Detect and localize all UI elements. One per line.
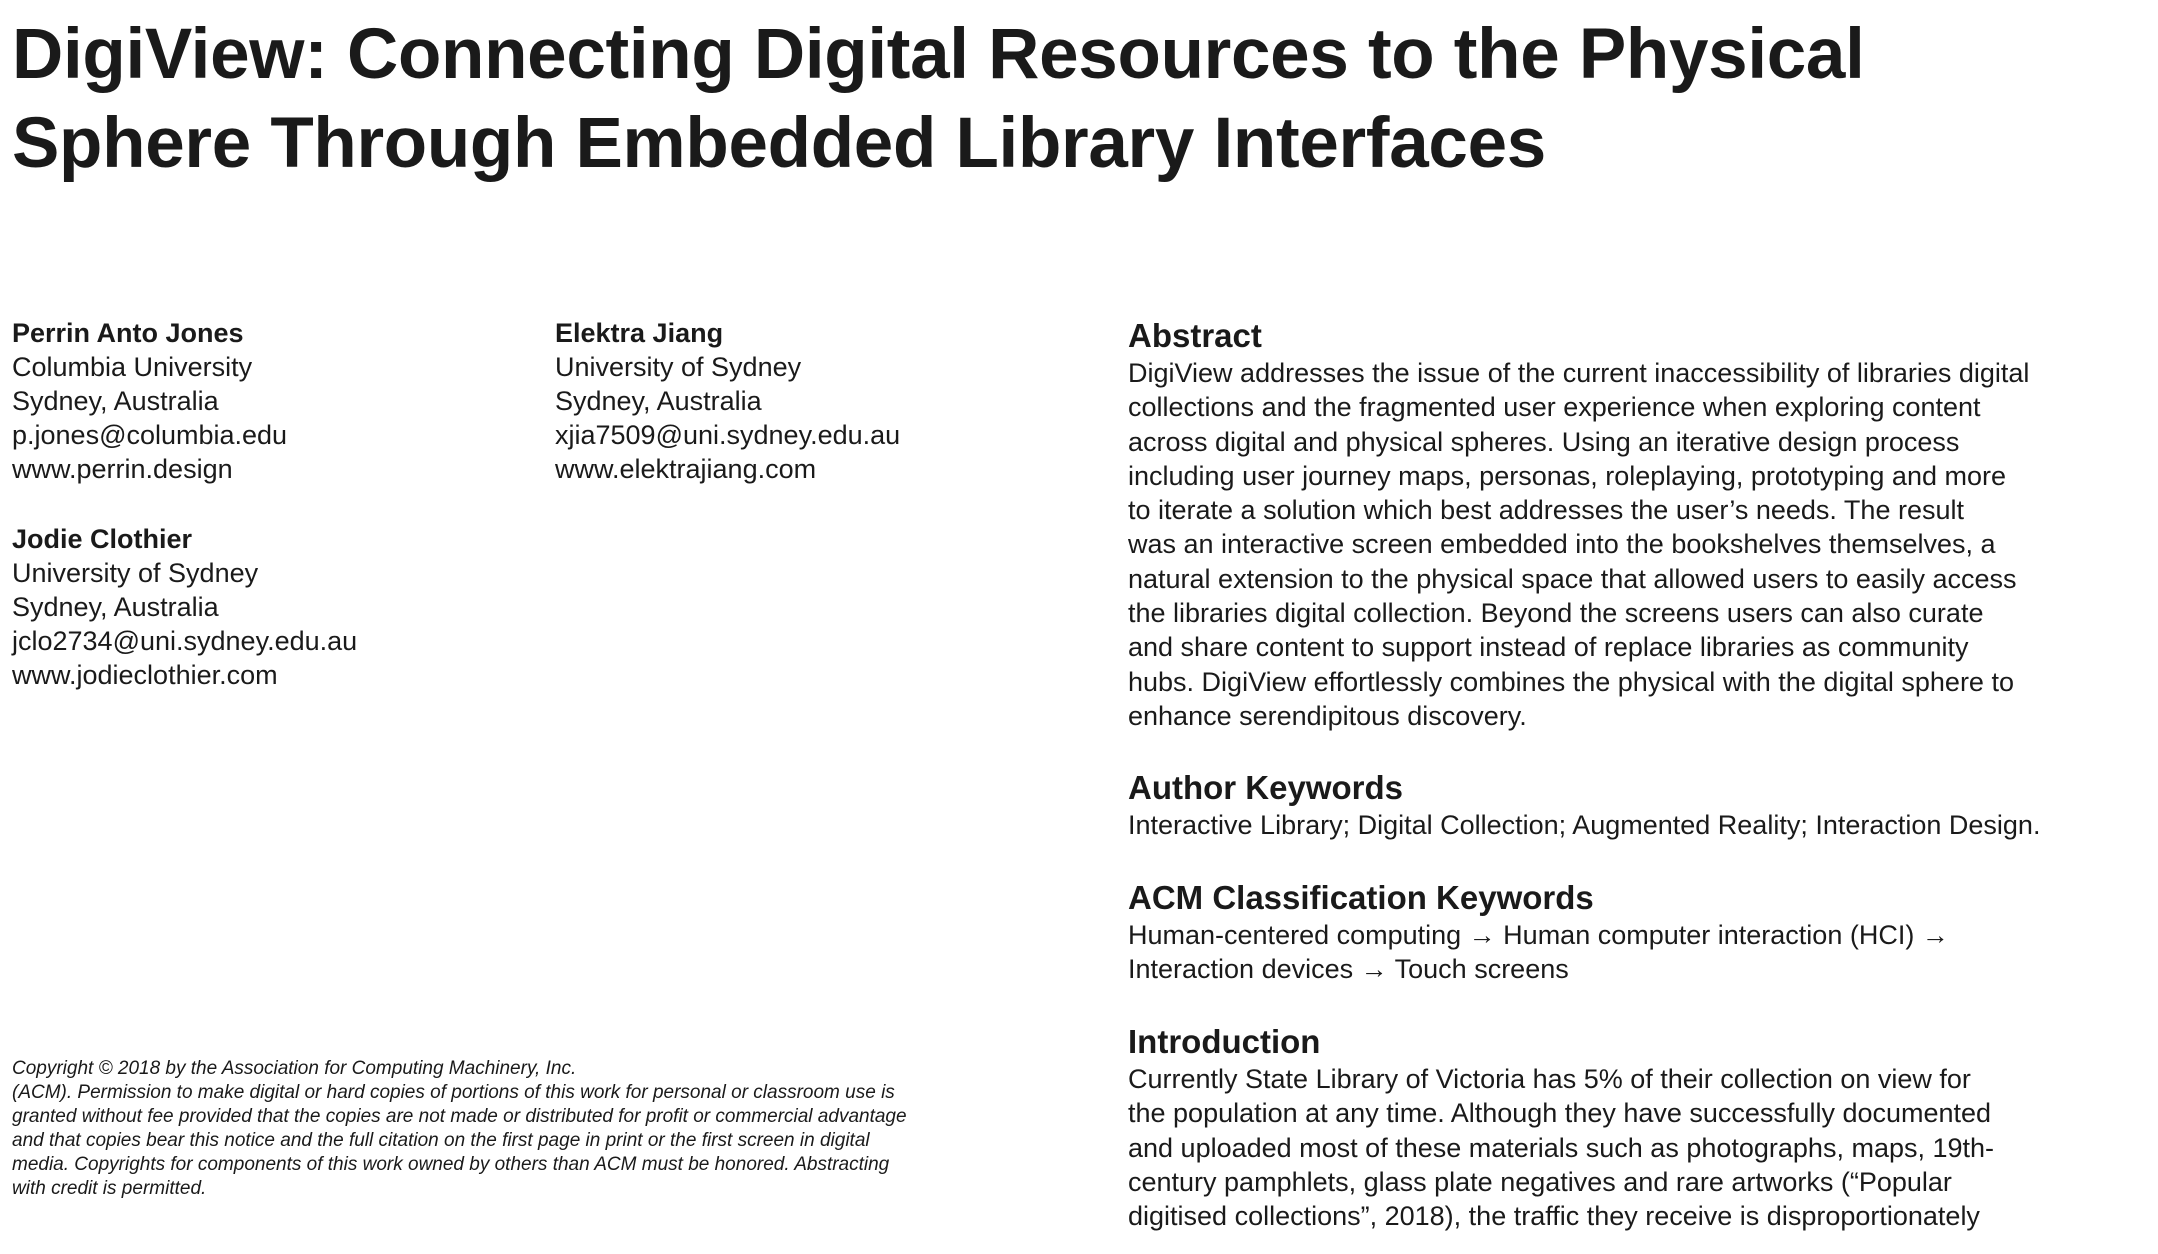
author-keywords-body: [1128, 808, 2138, 842]
copyright-line: granted without fee provided that the copies are not made or distributed for profit or commercial advantage: [12, 1106, 907, 1127]
author-name: Jodie Clothier: [12, 524, 193, 554]
title-line: DigiView: Connecting Digital Resources to the Physical: [12, 15, 1865, 94]
body-line: Interaction devices → Touch screens: [1128, 954, 1569, 985]
section-heading: Abstract: [1128, 317, 1262, 354]
body-line: was an interactive screen embedded into the bookshelves themselves, a: [1128, 529, 1996, 560]
section-heading: Introduction: [1128, 1023, 1321, 1060]
abstract-body: [1128, 356, 2138, 733]
body-line: Currently State Library of Victoria has 5% of their collection on view for: [1128, 1064, 1971, 1094]
author-website: www.perrin.design: [12, 454, 233, 484]
body-line: collections and the fragmented user experience when exploring content: [1128, 392, 1981, 423]
paper-title: [12, 10, 2112, 188]
author-website: www.jodieclothier.com: [12, 660, 278, 690]
copyright-line: media. Copyrights for components of this work owned by others than ACM must be honored. Abstracting: [12, 1154, 890, 1175]
author-email: xjia7509@uni.sydney.edu.au: [555, 420, 901, 450]
body-line: DigiView addresses the issue of the current inaccessibility of libraries digital: [1128, 358, 2030, 388]
body-line: including user journey maps, personas, roleplaying, prototyping and more: [1128, 460, 2007, 491]
author-block: [12, 522, 357, 692]
author-block: [12, 316, 287, 486]
section-heading: ACM Classification Keywords: [1128, 879, 1594, 916]
body-line: to iterate a solution which best addresses the user’s needs. The result: [1128, 495, 1964, 526]
body-line: the libraries digital collection. Beyond the screens users can also curate: [1128, 598, 1984, 629]
author-website: www.elektrajiang.com: [555, 454, 817, 484]
author-email: p.jones@columbia.edu: [12, 420, 288, 450]
author-name: Perrin Anto Jones: [12, 318, 244, 348]
acm-keywords-body: [1128, 918, 2138, 987]
copyright-line: with credit is permitted.: [12, 1178, 207, 1199]
author-affiliation: University of Sydney: [12, 558, 259, 588]
author-name: Elektra Jiang: [555, 318, 724, 348]
section-heading: Author Keywords: [1128, 769, 1404, 806]
author-email: jclo2734@uni.sydney.edu.au: [12, 626, 358, 656]
body-line: century pamphlets, glass plate negatives and rare artworks (“Popular: [1128, 1166, 1952, 1197]
body-line: Human-centered computing → Human computer interaction (HCI) →: [1128, 920, 1949, 950]
author-location: Sydney, Australia: [555, 386, 762, 416]
introduction-section: [1128, 1022, 2138, 1233]
copyright-line: Copyright © 2018 by the Association for Computing Machinery, Inc.: [12, 1058, 577, 1079]
acm-keywords-section: [1128, 878, 2138, 987]
body-line: and share content to support instead of replace libraries as community: [1128, 632, 1969, 663]
abstract-section: [1128, 316, 2138, 733]
body-line: hubs. DigiView effortlessly combines the physical with the digital sphere to: [1128, 666, 2014, 697]
copyright-line: and that copies bear this notice and the full citation on the first page in print or the first screen in digital: [12, 1130, 870, 1151]
introduction-body: [1128, 1062, 2138, 1233]
copyright-line: (ACM). Permission to make digital or hard copies of portions of this work for personal or classroom use is: [12, 1082, 895, 1103]
copyright-notice: [12, 1057, 992, 1201]
body-line: Interactive Library; Digital Collection; Augmented Reality; Interaction Design.: [1128, 810, 2041, 840]
body-line: the population at any time. Although they have successfully documented: [1128, 1098, 1992, 1129]
body-line: enhance serendipitous discovery.: [1128, 700, 1527, 731]
body-line: across digital and physical spheres. Using an iterative design process: [1128, 426, 1960, 457]
author-location: Sydney, Australia: [12, 386, 219, 416]
body-line: and uploaded most of these materials such as photographs, maps, 19th-: [1128, 1132, 1995, 1163]
author-affiliation: Columbia University: [12, 352, 253, 382]
author-keywords-section: [1128, 768, 2138, 842]
author-block: [555, 316, 900, 486]
title-line: Sphere Through Embedded Library Interfaces: [12, 104, 1546, 183]
author-location: Sydney, Australia: [12, 592, 219, 622]
author-affiliation: University of Sydney: [555, 352, 802, 382]
body-line: digitised collections”, 2018), the traffic they receive is disproportionately: [1128, 1201, 1980, 1232]
body-line: natural extension to the physical space that allowed users to easily access: [1128, 563, 2017, 594]
